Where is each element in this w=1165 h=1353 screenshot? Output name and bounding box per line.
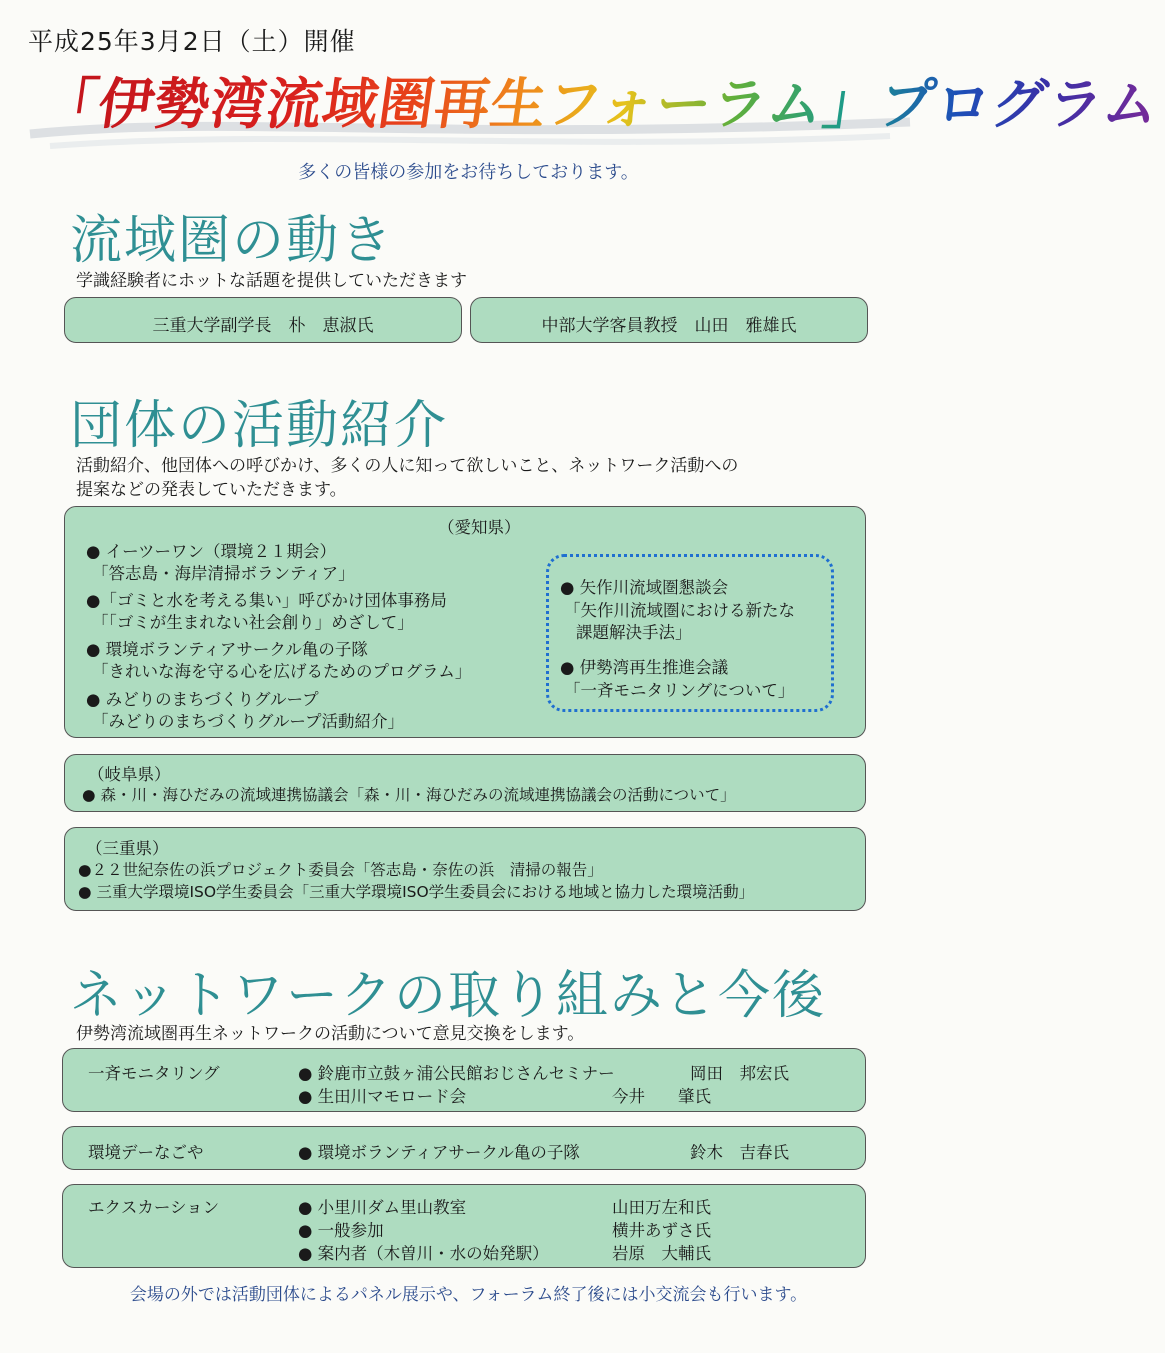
prefecture-label-mie: （三重県） <box>86 839 169 858</box>
org-entry: ● 三重大学環境ISO学生委員会「三重大学環境ISO学生委員会における地域と協力した環境活動」 <box>78 883 755 901</box>
invite-text: 多くの皆様の参加をお待ちしております。 <box>298 162 639 183</box>
org-name: ● 矢作川流域圏懇談会 <box>560 578 729 597</box>
group-org: ● 生田川マモロード会 <box>298 1087 467 1106</box>
prefecture-label-gifu: （岐阜県） <box>88 765 171 784</box>
org-topic: 「答志島・海岸清掃ボランティア」 <box>92 564 355 583</box>
org-topic: 「みどりのまちづくりグループ活動紹介」 <box>92 712 405 731</box>
org-topic: 「一斉モニタリングについて」 <box>564 681 795 700</box>
speaker-name: 三重大学副学長 朴 恵淑氏 <box>152 316 374 336</box>
org-entry: ●２２世紀奈佐の浜プロジェクト委員会「答志島・奈佐の浜 清掃の報告」 <box>78 861 603 879</box>
group-org: ● 一般参加 <box>298 1221 384 1240</box>
org-topic: 課題解決手法」 <box>576 623 692 642</box>
group-label: 一斉モニタリング <box>88 1064 220 1083</box>
section3-description: 伊勢湾流域圏再生ネットワークの活動について意見交換をします。 <box>76 1024 585 1044</box>
section1-description: 学識経験者にホットな話題を提供していただきます <box>76 271 467 291</box>
group-person: 鈴木 吉春氏 <box>690 1143 789 1162</box>
group-person: 山田万左和氏 <box>612 1198 711 1217</box>
group-org: ● 案内者（木曽川・水の始発駅） <box>298 1244 549 1263</box>
group-label: エクスカーション <box>88 1198 220 1217</box>
group-org: ● 小里川ダム里山教室 <box>298 1198 467 1217</box>
group-person: 横井あずさ氏 <box>612 1221 711 1240</box>
org-topic: 「矢作川流域圏における新たな <box>564 601 795 620</box>
org-topic: 「「ゴミが生まれない社会創り」めざして」 <box>92 613 414 632</box>
section-heading-dantai: 団体の活動紹介 <box>70 396 449 456</box>
section2-description-line: 活動紹介、他団体への呼びかけ、多くの人に知って欲しいこと、ネットワーク活動への <box>76 456 739 476</box>
org-name: ● 伊勢湾再生推進会議 <box>560 658 729 677</box>
speaker-box-2 <box>470 297 868 343</box>
event-date: 平成25年3月2日（土）開催 <box>28 27 356 56</box>
section-heading-ryuikiken: 流域圏の動き <box>70 211 395 271</box>
group-person: 岩原 大輔氏 <box>612 1244 711 1263</box>
group-person: 今井 肇氏 <box>612 1087 711 1106</box>
page-title: 「伊勢湾流域圏再生フォーラム」プログラム <box>38 60 1165 139</box>
org-topic: 「きれいな海を守る心を広げるためのプログラム」 <box>92 662 472 681</box>
org-name: ●「ゴミと水を考える集い」呼びかけ団体事務局 <box>86 591 447 610</box>
org-entry: ● 森・川・海ひだみの流域連携協議会「森・川・海ひだみの流域連携協議会の活動について」 <box>82 786 736 804</box>
group-person: 岡田 邦宏氏 <box>690 1064 789 1083</box>
section2-description-line: 提案などの発表していただきます。 <box>76 480 347 500</box>
group-org: ● 鈴鹿市立鼓ヶ浦公民館おじさんセミナー <box>298 1064 615 1083</box>
org-name: ● 環境ボランティアサークル亀の子隊 <box>86 640 368 659</box>
prefecture-label-aichi: （愛知県） <box>438 518 521 537</box>
section-heading-network: ネットワークの取り組みと今後 <box>70 966 827 1026</box>
group-org: ● 環境ボランティアサークル亀の子隊 <box>298 1143 580 1162</box>
org-name: ● イーツーワン（環境２１期会） <box>86 542 336 561</box>
org-name: ● みどりのまちづくりグループ <box>86 690 319 709</box>
group-label: 環境デーなごや <box>88 1143 204 1162</box>
speaker-name: 中部大学客員教授 山田 雅雄氏 <box>541 316 797 336</box>
footer-note: 会場の外では活動団体によるパネル展示や、フォーラム終了後には小交流会も行います。 <box>129 1285 808 1305</box>
speaker-box-1 <box>64 297 462 343</box>
